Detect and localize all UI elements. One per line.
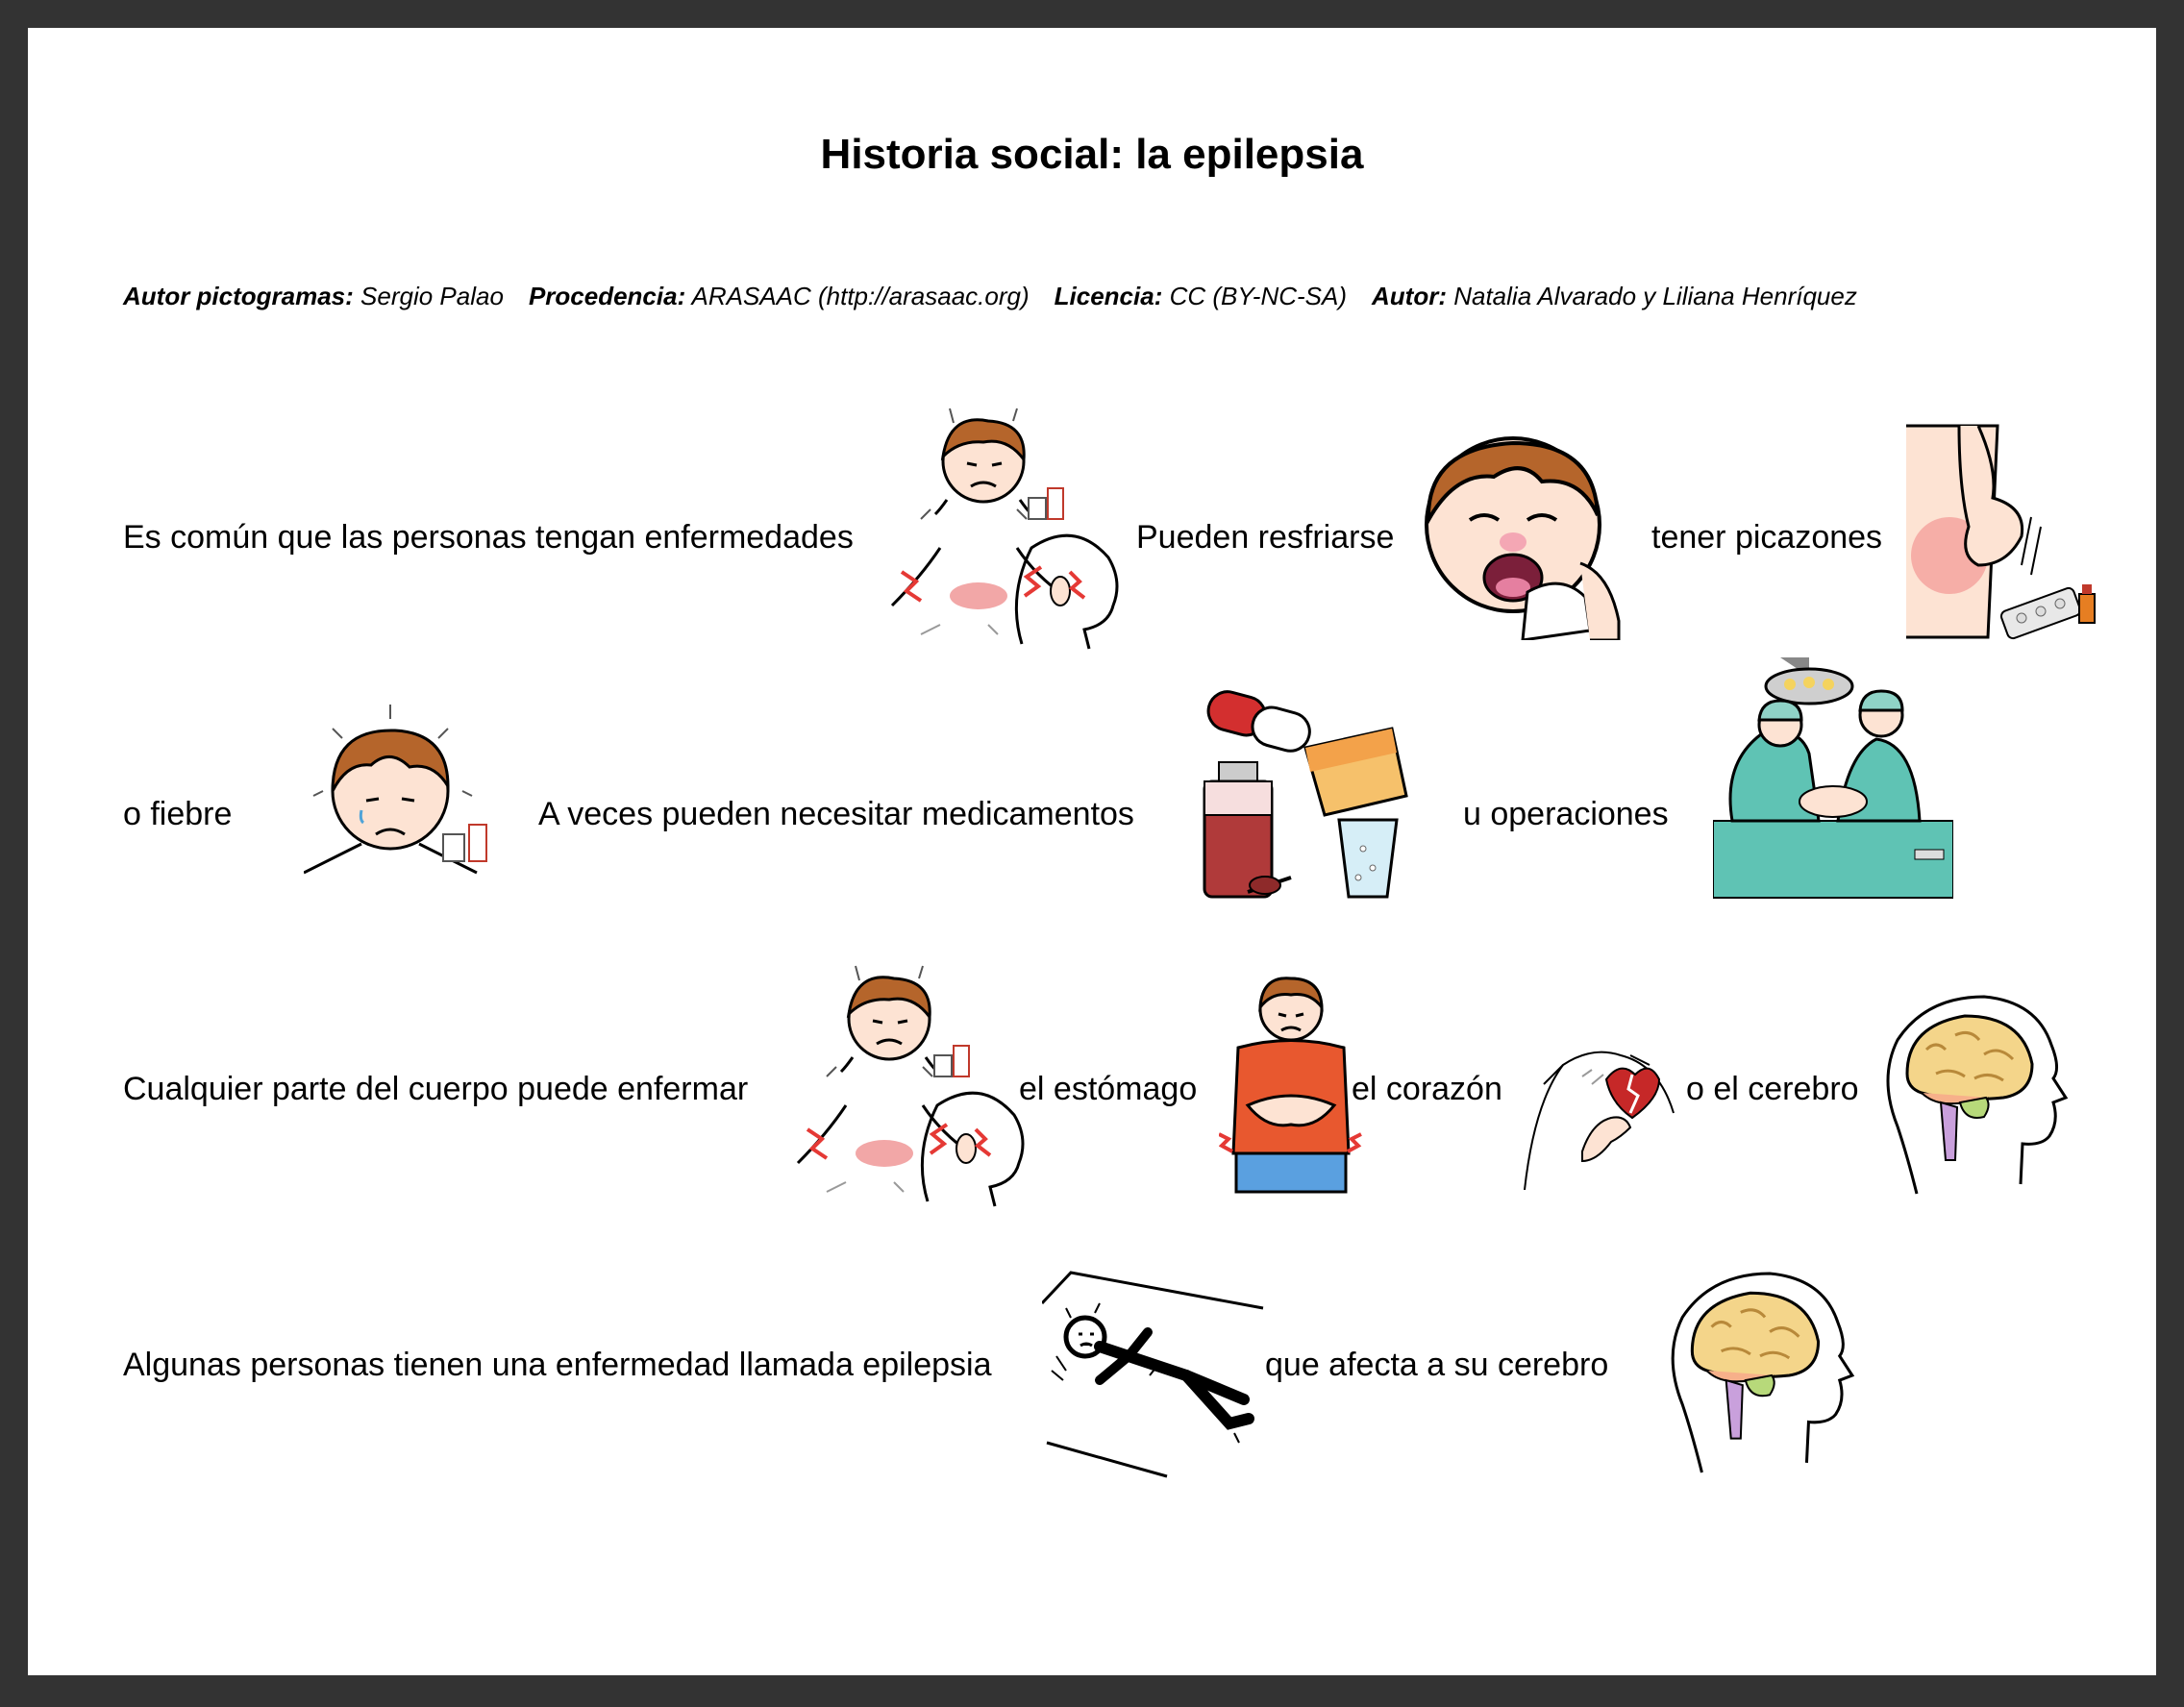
row3-text-2: el estómago bbox=[1019, 1071, 1198, 1107]
row1-text-1: Es común que las personas tengan enfermedades bbox=[123, 519, 854, 556]
credits-license-value: CC (BY-NC-SA) bbox=[1169, 282, 1347, 310]
stomach-ache-icon bbox=[1219, 971, 1363, 1194]
page-title: Historia social: la epilepsia bbox=[820, 131, 1364, 178]
fever-icon bbox=[304, 700, 506, 882]
sick-person-icon bbox=[788, 961, 1038, 1211]
row1-text-2: Pueden resfriarse bbox=[1136, 519, 1395, 556]
sick-person-icon bbox=[882, 404, 1132, 654]
row4-text-2: que afecta a su cerebro bbox=[1265, 1347, 1609, 1383]
brain-head-icon bbox=[1878, 992, 2071, 1198]
row2-text-1: o fiebre bbox=[123, 796, 233, 832]
row3-text-1: Cualquier parte del cuerpo puede enfermar bbox=[123, 1071, 749, 1107]
credits-source-label: Procedencia: bbox=[528, 282, 686, 310]
row2-text-2: A veces pueden necesitar medicamentos bbox=[538, 796, 1134, 832]
broken-heart-icon bbox=[1515, 1027, 1678, 1190]
row2-text-3: u operaciones bbox=[1463, 796, 1669, 832]
brain-head-icon bbox=[1661, 1269, 1859, 1476]
credits-author-value: Sergio Palao bbox=[360, 282, 504, 310]
row4-text-1: Algunas personas tienen una enfermedad llamada epilepsia bbox=[123, 1347, 992, 1383]
credits-license-label: Licencia: bbox=[1054, 282, 1163, 310]
credits-author-label: Autor pictogramas: bbox=[123, 282, 354, 310]
credits-source-value: ARASAAC (http://arasaac.org) bbox=[691, 282, 1030, 310]
row3-text-3: el corazón bbox=[1352, 1071, 1502, 1107]
cold-sneeze-icon bbox=[1417, 429, 1628, 640]
credits-writer-value: Natalia Alvarado y Liliana Henríquez bbox=[1453, 282, 1857, 310]
medicine-icon bbox=[1200, 690, 1411, 903]
seizure-icon bbox=[1042, 1265, 1265, 1480]
itch-arm-icon bbox=[1901, 421, 2122, 642]
row1-text-3: tener picazones bbox=[1651, 519, 1883, 556]
credits-line bbox=[123, 282, 1857, 311]
row3-text-4: o el cerebro bbox=[1686, 1071, 1859, 1107]
surgery-icon bbox=[1713, 657, 1953, 900]
credits-writer-label: Autor: bbox=[1372, 282, 1447, 310]
